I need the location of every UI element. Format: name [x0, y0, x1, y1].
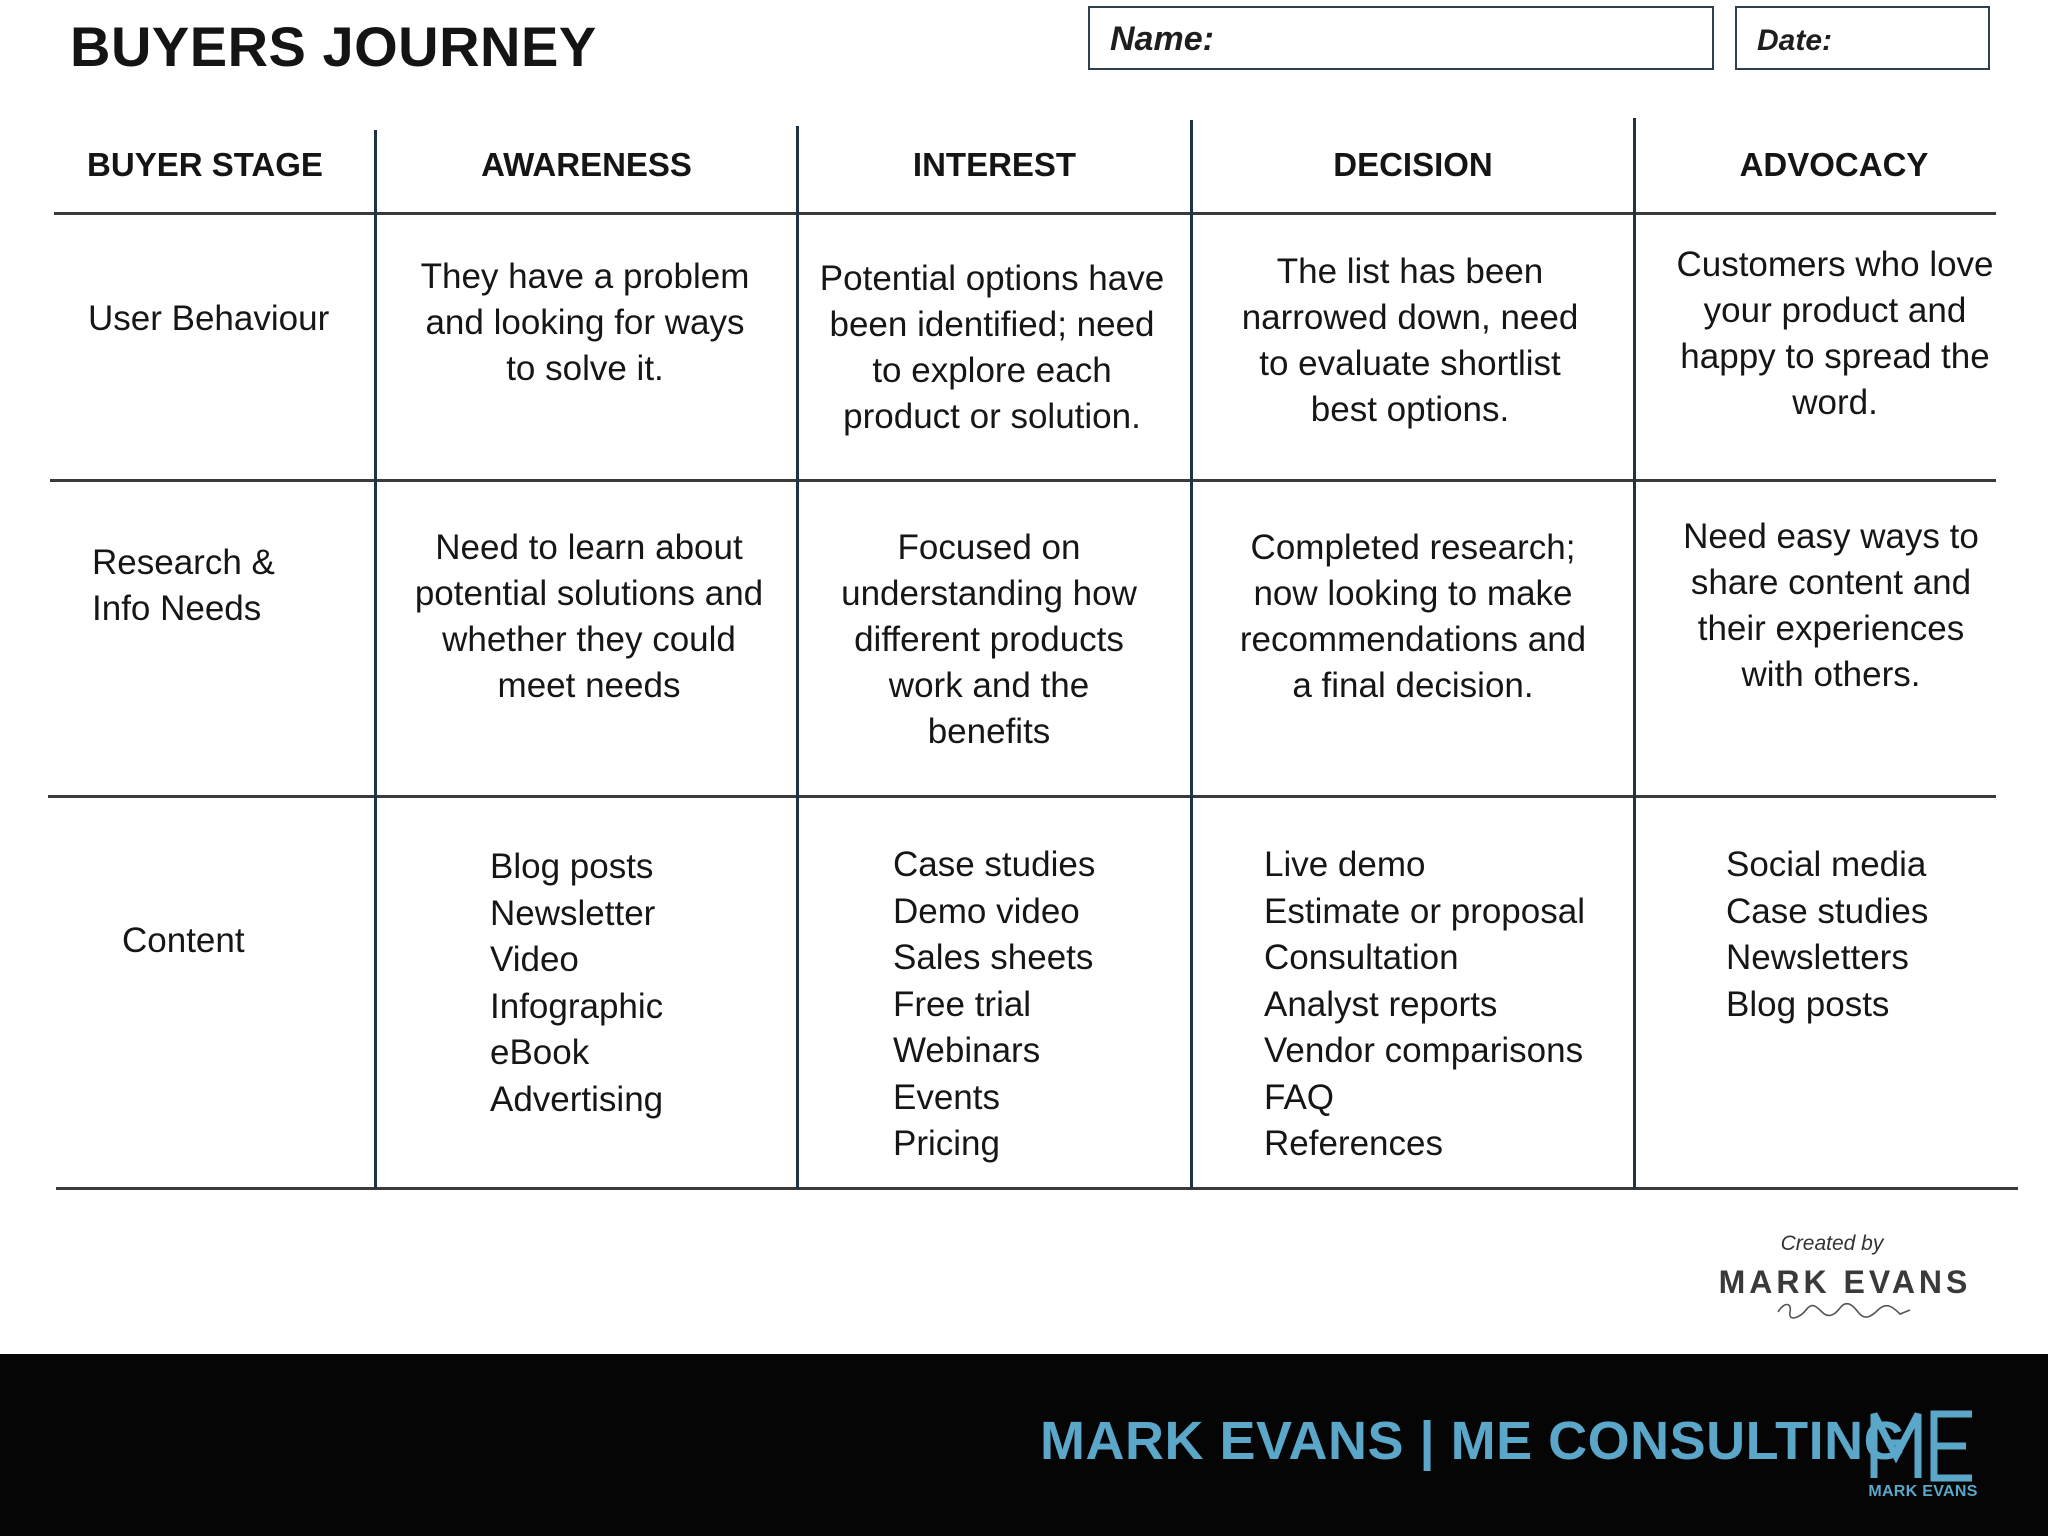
stage-label-research: Research & Info Needs [92, 543, 275, 628]
content-item: Estimate or proposal [1264, 891, 1585, 931]
content-item: FAQ [1264, 1077, 1335, 1117]
content-item: Free trial [893, 984, 1032, 1024]
behaviour-advocacy: Customers who love your product and happy to spread the word. [1676, 245, 1994, 422]
row-divider-1 [50, 479, 1996, 482]
page-title: BUYERS JOURNEY [70, 15, 597, 78]
header-advocacy: ADVOCACY [1739, 146, 1929, 183]
column-divider-4 [1633, 118, 1636, 1189]
content-item: Demo video [893, 891, 1080, 931]
content-item: Blog posts [1726, 984, 1890, 1024]
header-decision: DECISION [1333, 146, 1493, 183]
research-advocacy: Need easy ways to share content and their experiences with others. [1683, 517, 1979, 694]
content-item: Pricing [893, 1124, 1000, 1163]
credit-signature [1770, 1298, 1920, 1322]
content-awareness-list [490, 844, 663, 1123]
content-item: Blog posts [490, 847, 654, 886]
me-logo-caption: MARK EVANS [1868, 1483, 1978, 1500]
content-item: Advertising [490, 1079, 664, 1119]
content-item: Consultation [1264, 938, 1459, 977]
content-item: Webinars [893, 1031, 1041, 1070]
stage-label-user-behaviour: User Behaviour [88, 299, 330, 338]
stage-label-content: Content [122, 921, 245, 960]
content-item: Newsletter [490, 893, 656, 933]
content-item: Infographic [490, 986, 664, 1026]
date-field[interactable] [1735, 6, 1990, 70]
header-divider [54, 212, 1996, 215]
footer-brand: MARK EVANS | ME CONSULTING [1040, 1411, 1907, 1471]
content-item: Vendor comparisons [1264, 1031, 1584, 1070]
header-buyer-stage: BUYER STAGE [87, 146, 323, 183]
column-divider-3 [1190, 120, 1193, 1189]
column-divider-2 [796, 126, 799, 1189]
content-item: Case studies [1726, 891, 1929, 931]
content-item: Video [490, 940, 579, 979]
research-decision: Completed research; now looking to make recommendations and a final decision. [1239, 528, 1587, 705]
content-item: Analyst reports [1264, 984, 1498, 1024]
research-interest: Focused on understanding how different products work and the benefits [841, 528, 1137, 751]
name-field[interactable] [1088, 6, 1714, 70]
research-awareness: Need to learn about potential solutions and whether they could meet needs [414, 528, 764, 705]
name-field-label: Name: [1110, 20, 1214, 58]
credit-name: MARK EVANS [1718, 1264, 1972, 1300]
table-bottom-line [56, 1187, 2018, 1190]
content-decision-list [1264, 842, 1585, 1168]
content-item: Social media [1726, 845, 1927, 884]
header-awareness: AWARENESS [481, 146, 692, 183]
content-item: Case studies [893, 845, 1096, 884]
content-interest-list [893, 842, 1095, 1168]
content-item: Sales sheets [893, 938, 1094, 977]
credit-created-by: Created by [1780, 1232, 1884, 1255]
content-item: Newsletters [1726, 938, 1909, 977]
content-item: eBook [490, 1033, 590, 1072]
content-item: Events [893, 1077, 1000, 1117]
behaviour-decision: The list has been narrowed down, need to evaluate shortlist best options. [1241, 252, 1579, 429]
content-item: References [1264, 1124, 1443, 1163]
row-divider-2 [48, 795, 1996, 798]
header-interest: INTEREST [912, 146, 1077, 183]
behaviour-awareness: They have a problem and looking for ways to solve it. [420, 257, 750, 388]
date-field-label: Date: [1757, 24, 1833, 57]
content-advocacy-list [1726, 842, 1928, 1028]
behaviour-interest: Potential options have been identified; need to explore each product or solution. [819, 259, 1165, 436]
column-divider-1 [374, 130, 377, 1189]
me-logo-icon [1868, 1404, 1978, 1484]
content-item: Live demo [1264, 845, 1426, 884]
